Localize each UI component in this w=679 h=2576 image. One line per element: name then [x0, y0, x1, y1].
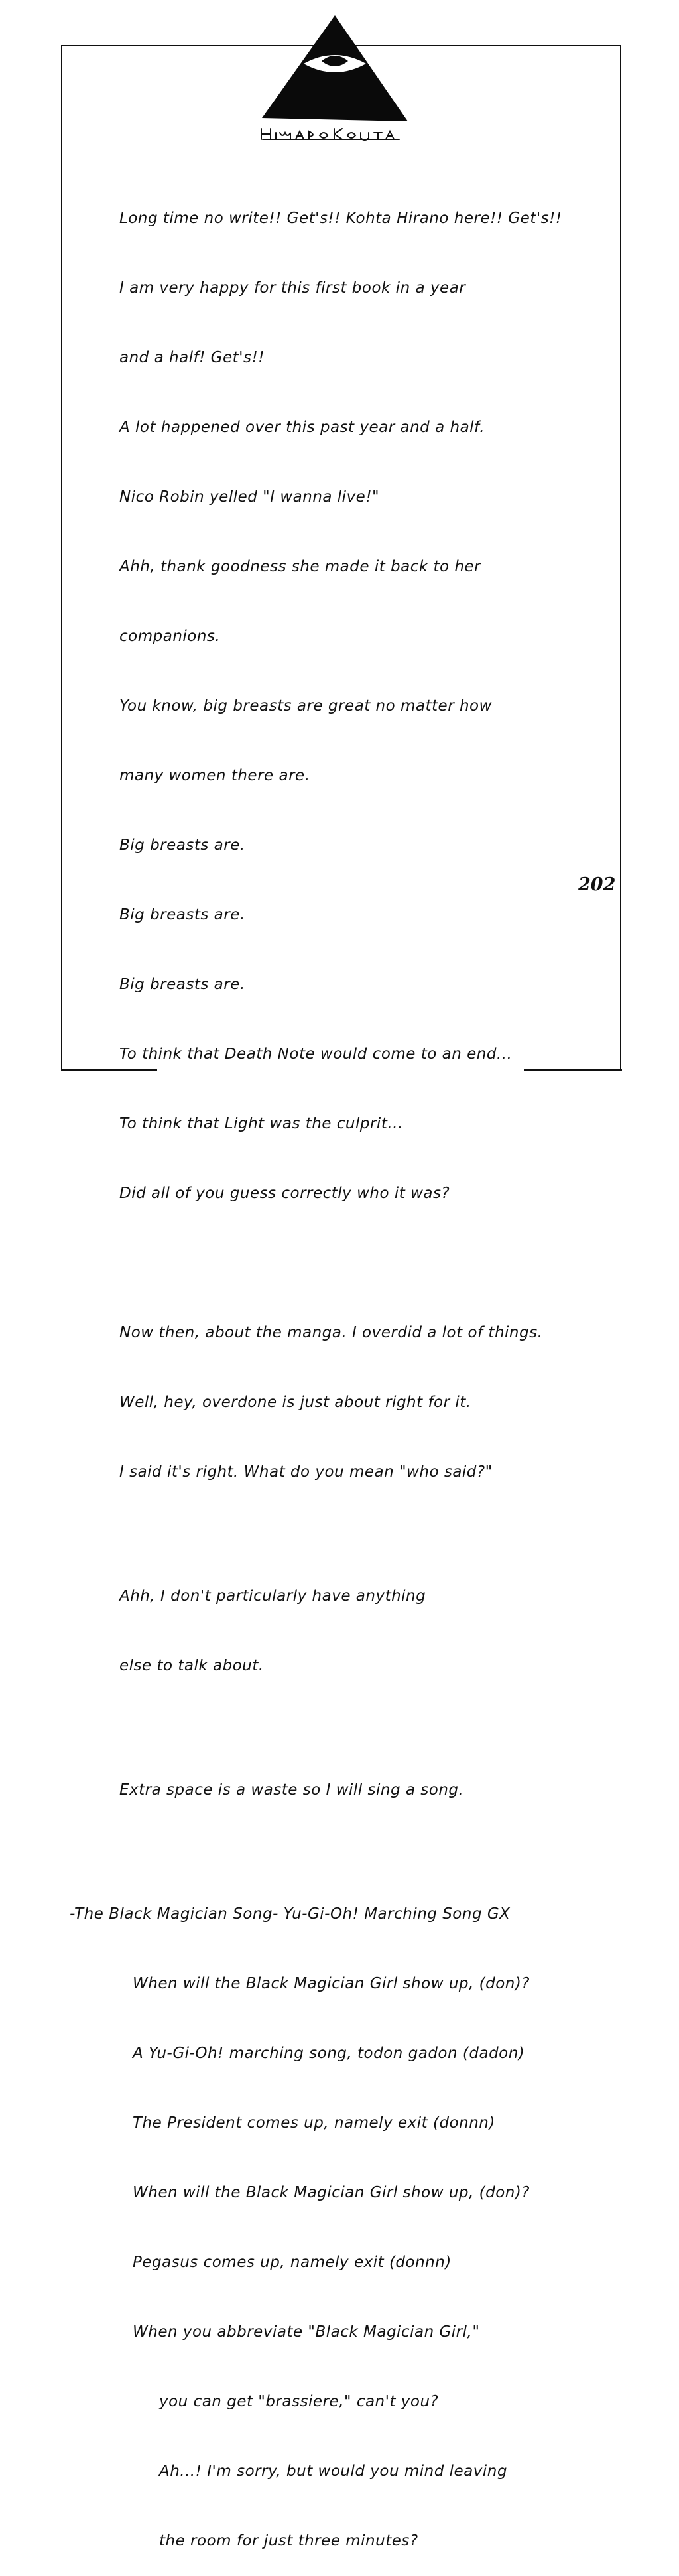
song-line: Ah...! I'm sorry, but would you mind leaving [159, 2463, 507, 2480]
author-signature [260, 125, 406, 145]
text-line: To think that Death Note would come to an end... [119, 1046, 513, 1063]
text-line: A lot happened over this past year and a half. [119, 419, 485, 436]
text-line: Long time no write!! Get's!! Kohta Hirano here!! Get's!! [119, 210, 562, 227]
afterword-text [70, 161, 610, 2576]
text-line: and a half! Get's!! [119, 349, 265, 366]
text-line: else to talk about. [119, 1657, 264, 1674]
frame-right-border [620, 45, 621, 1069]
text-line: To think that Light was the culprit... [119, 1115, 403, 1132]
text-line: I am very happy for this first book in a year [119, 279, 466, 297]
text-line: many women there are. [119, 767, 310, 784]
page-number: 202 [578, 874, 616, 895]
text-line: Nico Robin yelled "I wanna live!" [119, 488, 380, 506]
text-line: Big breasts are. [119, 906, 245, 923]
paragraph-gap [119, 1252, 610, 1275]
text-line: Well, hey, overdone is just about right for it. [119, 1394, 471, 1411]
text-line: Big breasts are. [119, 837, 245, 854]
text-line: You know, big breasts are great no matter how [119, 697, 492, 714]
eye-pyramid-icon [259, 12, 411, 125]
paragraph-gap [119, 1724, 610, 1732]
text-line: Extra space is a waste so I will sing a song. [119, 1781, 464, 1798]
paragraph-gap [119, 1530, 610, 1538]
text-line: Now then, about the manga. I overdid a lot of things. [119, 1324, 543, 1341]
text-line: I said it's right. What do you mean "who said?" [119, 1463, 493, 1481]
paragraph-gap [119, 1848, 610, 1856]
song-line: When will the Black Magician Girl show up, (don)? [133, 1975, 530, 1992]
text-line: Ahh, thank goodness she made it back to her [119, 558, 481, 575]
song-line: the room for just three minutes? [159, 2532, 418, 2549]
song-line: When you abbreviate "Black Magician Girl," [133, 2323, 480, 2340]
song-line: When will the Black Magician Girl show up, (don)? [133, 2184, 530, 2201]
text-line: Big breasts are. [119, 976, 245, 993]
text-line: Ahh, I don't particularly have anything [119, 1588, 426, 1605]
song-line: A Yu-Gi-Oh! marching song, todon gadon (dadon) [133, 2045, 525, 2062]
frame-left-border [61, 45, 62, 1070]
song-line: Pegasus comes up, namely exit (donnn) [133, 2254, 452, 2271]
song-line: you can get "brassiere," can't you? [159, 2393, 439, 2410]
song-title: -The Black Magician Song- Yu-Gi-Oh! Marching Song GX [70, 1905, 511, 1923]
song-line: The President comes up, namely exit (donnn) [133, 2114, 495, 2132]
text-line: Did all of you guess correctly who it was? [119, 1185, 450, 1202]
text-line: companions. [119, 628, 221, 645]
